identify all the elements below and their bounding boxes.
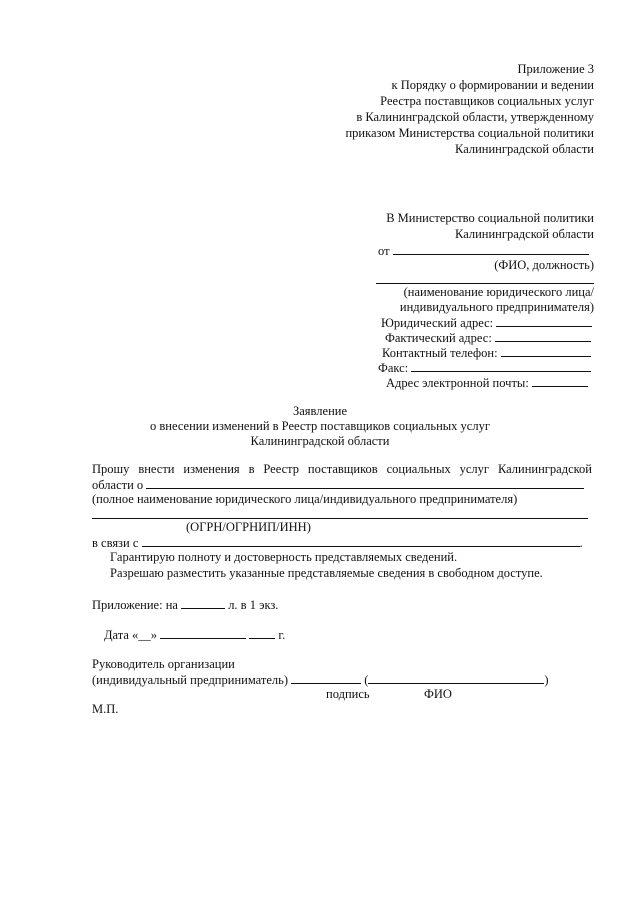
title-line-1: Заявление	[292, 404, 347, 418]
attachment-suffix: л. в 1 экз.	[228, 598, 279, 612]
phone-row	[382, 345, 591, 361]
appendix-line-4: в Калининградской области, утвержденному	[356, 110, 594, 124]
about-label: области о	[92, 478, 144, 492]
from-label: от	[378, 244, 390, 258]
head-row: (индивидуальный предприниматель) ( )	[92, 673, 549, 687]
entity-name-field[interactable]	[376, 283, 594, 284]
from-row	[378, 243, 589, 259]
from-field[interactable]	[393, 243, 589, 255]
phone-label: Контактный телефон:	[382, 346, 498, 360]
fax-field[interactable]	[411, 360, 591, 372]
date-month-field[interactable]	[160, 627, 246, 639]
entity-continuation-field[interactable]	[92, 518, 588, 519]
legal-address-row	[381, 315, 592, 331]
email-label: Адрес электронной почты:	[386, 376, 529, 390]
guarantee-text: Гарантирую полноту и достоверность представляемых сведений.	[110, 550, 458, 564]
fio-hint: ФИО	[424, 687, 452, 701]
permission-text: Разрешаю разместить указанные представляемые сведения в свободном доступе.	[110, 566, 543, 580]
legal-address-field[interactable]	[496, 315, 592, 327]
stamp-place: М.П.	[92, 702, 119, 716]
date-row	[104, 627, 285, 643]
title-line-3: Калининградской области	[250, 434, 390, 448]
about-row	[92, 477, 584, 493]
head-line-1: Руководитель организации	[92, 657, 235, 671]
to-ministry: В Министерство социальной политики	[386, 211, 594, 225]
appendix-line-2: к Порядку о формировании и ведении	[391, 78, 594, 92]
about-field[interactable]	[146, 477, 584, 489]
entity-hint-2: индивидуального предпринимателя)	[399, 300, 594, 314]
ogrn-hint: (ОГРН/ОГРНИП/ИНН)	[186, 520, 311, 534]
actual-address-label: Фактический адрес:	[385, 331, 492, 345]
fio-position-hint: (ФИО, должность)	[494, 258, 594, 272]
email-row	[386, 375, 588, 391]
legal-address-label: Юридический адрес:	[381, 316, 494, 330]
fio-field[interactable]	[368, 672, 544, 684]
appendix-line-1: Приложение 3	[517, 62, 594, 76]
date-label: Дата «__»	[104, 628, 158, 642]
reason-label: в связи с	[92, 536, 139, 550]
year-suffix: г.	[278, 628, 286, 642]
actual-address-row	[385, 330, 591, 346]
fax-label: Факс:	[378, 361, 409, 375]
full-entity-hint: (полное наименование юридического лица/индивидуального предпринимателя)	[92, 492, 518, 506]
appendix-line-5: приказом Министерства социальной политики	[345, 126, 594, 140]
attachment-pages-field[interactable]	[181, 597, 225, 609]
head-line-2: (индивидуальный предприниматель)	[92, 673, 288, 687]
reason-field[interactable]	[142, 535, 580, 547]
signature-hint: подпись	[326, 687, 370, 701]
appendix-line-3: Реестра поставщиков социальных услуг	[380, 94, 594, 108]
to-region: Калининградской области	[455, 227, 594, 241]
entity-hint-1: (наименование юридического лица/	[403, 285, 594, 299]
reason-row: в связи с .	[92, 536, 583, 550]
phone-field[interactable]	[501, 345, 591, 357]
title-line-2: о внесении изменений в Реестр поставщиков социальных услуг	[150, 419, 490, 433]
fax-row	[378, 360, 591, 376]
signature-field[interactable]	[291, 672, 361, 684]
date-year-field[interactable]	[249, 627, 275, 639]
request-line: Прошу внести изменения в Реестр поставщиков социальных услуг Калининградской	[92, 462, 592, 476]
appendix-line-6: Калининградской области	[455, 142, 594, 156]
attachment-label: Приложение: на	[92, 598, 178, 612]
attachment-row	[92, 597, 278, 613]
email-field[interactable]	[532, 375, 588, 387]
actual-address-field[interactable]	[495, 330, 591, 342]
